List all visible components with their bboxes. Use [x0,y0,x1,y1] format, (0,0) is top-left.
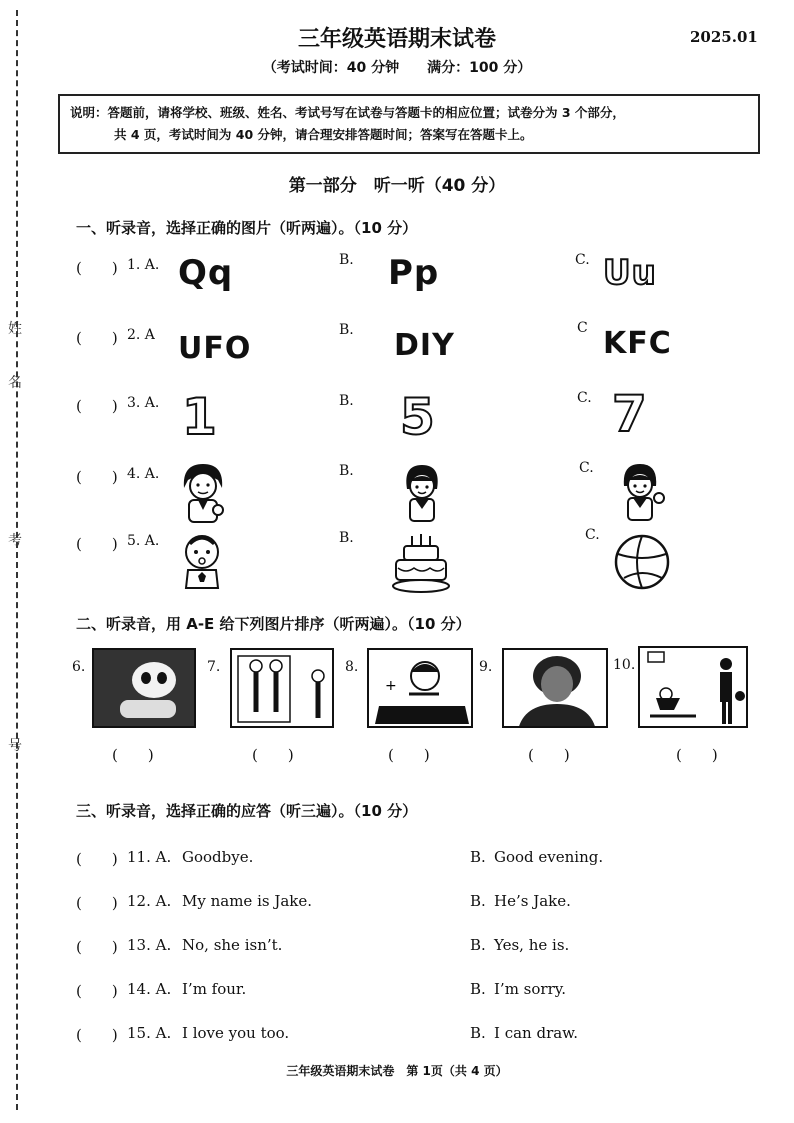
q4-number: 4. A. [127,466,160,482]
q15-number: 15. A. [127,1024,172,1042]
q3-option-a-image[interactable]: 1 [182,388,218,446]
q15-option-b-label: B. [470,1024,486,1042]
q12-answer-paren[interactable]: ( ) [76,894,118,912]
q2-answer-paren[interactable]: ( ) [76,329,118,347]
q12-option-a[interactable]: My name is Jake. [182,892,313,910]
instructions-line-2: 共 4 页，考试时间为 40 分钟，请合理安排答题时间；答案写在答题卡上。 [114,127,533,142]
q1-option-a-image[interactable]: Qq [178,253,234,293]
q5-option-b-label: B. [339,530,354,546]
q11-option-b-label: B. [470,848,486,866]
q2-number: 2. A [127,327,155,343]
page-footer: 三年级英语期末试卷 第 1页（共 4 页） [286,1064,508,1078]
q3-option-c-label: C. [577,390,592,406]
q2-option-b-label: B. [339,322,354,338]
q4-answer-paren[interactable]: ( ) [76,468,118,486]
q13-answer-paren[interactable]: ( ) [76,938,118,956]
q6-picture[interactable] [92,648,196,728]
q11-option-b[interactable]: Good evening. [494,848,604,866]
q4-option-a-girl-image[interactable] [176,458,230,528]
q8-number: 8. [345,659,359,675]
q6-number: 6. [72,659,86,675]
q2-option-a-image[interactable]: UFO [178,331,252,366]
q13-option-b[interactable]: Yes, he is. [494,936,570,954]
instructions-line-1: 说明：答题前，请将学校、班级、姓名、考试号写在试卷与答题卡的相应位置；试卷分为 3 个部分， [70,105,625,120]
q5-option-b-cake-image[interactable] [390,532,452,596]
instructions-box [58,94,760,154]
q2-option-c-image[interactable]: KFC [603,326,672,361]
margin-label-2: 名 [8,375,22,391]
q7-number: 7. [207,659,221,675]
q15-answer-paren[interactable]: ( ) [76,1026,118,1044]
q1-option-b-label: B. [339,252,354,268]
q5-option-c-ball-image[interactable] [612,532,672,592]
q5-number: 5. A. [127,533,160,549]
q13-option-a[interactable]: No, she isn’t. [182,936,283,954]
q11-answer-paren[interactable]: ( ) [76,850,118,868]
q13-number: 13. A. [127,936,172,954]
q7-picture[interactable] [230,648,334,728]
q7-answer-paren[interactable]: ( ) [252,746,294,764]
exam-subtitle: （考试时间：40 分钟 满分：100 分） [262,60,532,76]
q8-picture[interactable] [367,648,473,728]
q12-option-b[interactable]: He’s Jake. [494,892,571,910]
q1-number: 1. A. [127,257,160,273]
part1-title: 第一部分 听一听（40 分） [288,176,506,196]
q9-picture[interactable] [502,648,608,728]
q1-answer-paren[interactable]: ( ) [76,259,118,277]
q1-option-b-image[interactable]: Pp [388,253,440,293]
q4-option-c-label: C. [579,460,594,476]
q12-option-b-label: B. [470,892,486,910]
q10-picture[interactable] [638,646,748,728]
q10-number: 10. [613,657,636,673]
q11-number: 11. A. [127,848,172,866]
q8-answer-paren[interactable]: ( ) [388,746,430,764]
q14-option-b[interactable]: I’m sorry. [494,980,567,998]
q3-option-b-image[interactable]: 5 [400,388,436,446]
q14-option-a[interactable]: I’m four. [182,980,247,998]
q5-option-c-label: C. [585,527,600,543]
q3-option-c-image[interactable]: 7 [612,385,648,443]
exam-date: 2025.01 [690,28,758,46]
q1-option-c-image[interactable]: Uu [603,253,657,293]
q14-number: 14. A. [127,980,172,998]
q2-option-c-label: C [577,320,588,336]
q2-option-b-image[interactable]: DIY [394,328,455,363]
q4-option-b-girl-image[interactable] [395,459,449,525]
q10-answer-paren[interactable]: ( ) [676,746,718,764]
q4-option-c-girl-image[interactable] [612,458,668,526]
q1-option-c-label: C. [575,252,590,268]
svg-text:+: + [385,678,397,694]
q14-answer-paren[interactable]: ( ) [76,982,118,1000]
margin-label-1: 姓 [8,321,22,337]
q3-number: 3. A. [127,395,160,411]
q14-option-b-label: B. [470,980,486,998]
q9-number: 9. [479,659,493,675]
q4-option-b-label: B. [339,463,354,479]
q9-answer-paren[interactable]: ( ) [528,746,570,764]
q15-option-b[interactable]: I can draw. [494,1024,579,1042]
section3-heading: 三、听录音，选择正确的应答（听三遍）。（10 分） [76,802,418,820]
q3-answer-paren[interactable]: ( ) [76,397,118,415]
q12-number: 12. A. [127,892,172,910]
section1-heading: 一、听录音，选择正确的图片（听两遍）。（10 分） [76,219,418,237]
q5-answer-paren[interactable]: ( ) [76,535,118,553]
margin-label-4: 号 [8,738,22,754]
q3-option-b-label: B. [339,393,354,409]
q6-answer-paren[interactable]: ( ) [112,746,154,764]
exam-title: 三年级英语期末试卷 [297,27,496,52]
margin-label-3: 考 [8,533,22,549]
q5-option-a-baby-image[interactable] [178,530,226,594]
q13-option-b-label: B. [470,936,486,954]
q15-option-a[interactable]: I love you too. [182,1024,290,1042]
q11-option-a[interactable]: Goodbye. [182,848,254,866]
section2-heading: 二、听录音，用 A-E 给下列图片排序（听两遍）。（10 分） [76,615,471,633]
